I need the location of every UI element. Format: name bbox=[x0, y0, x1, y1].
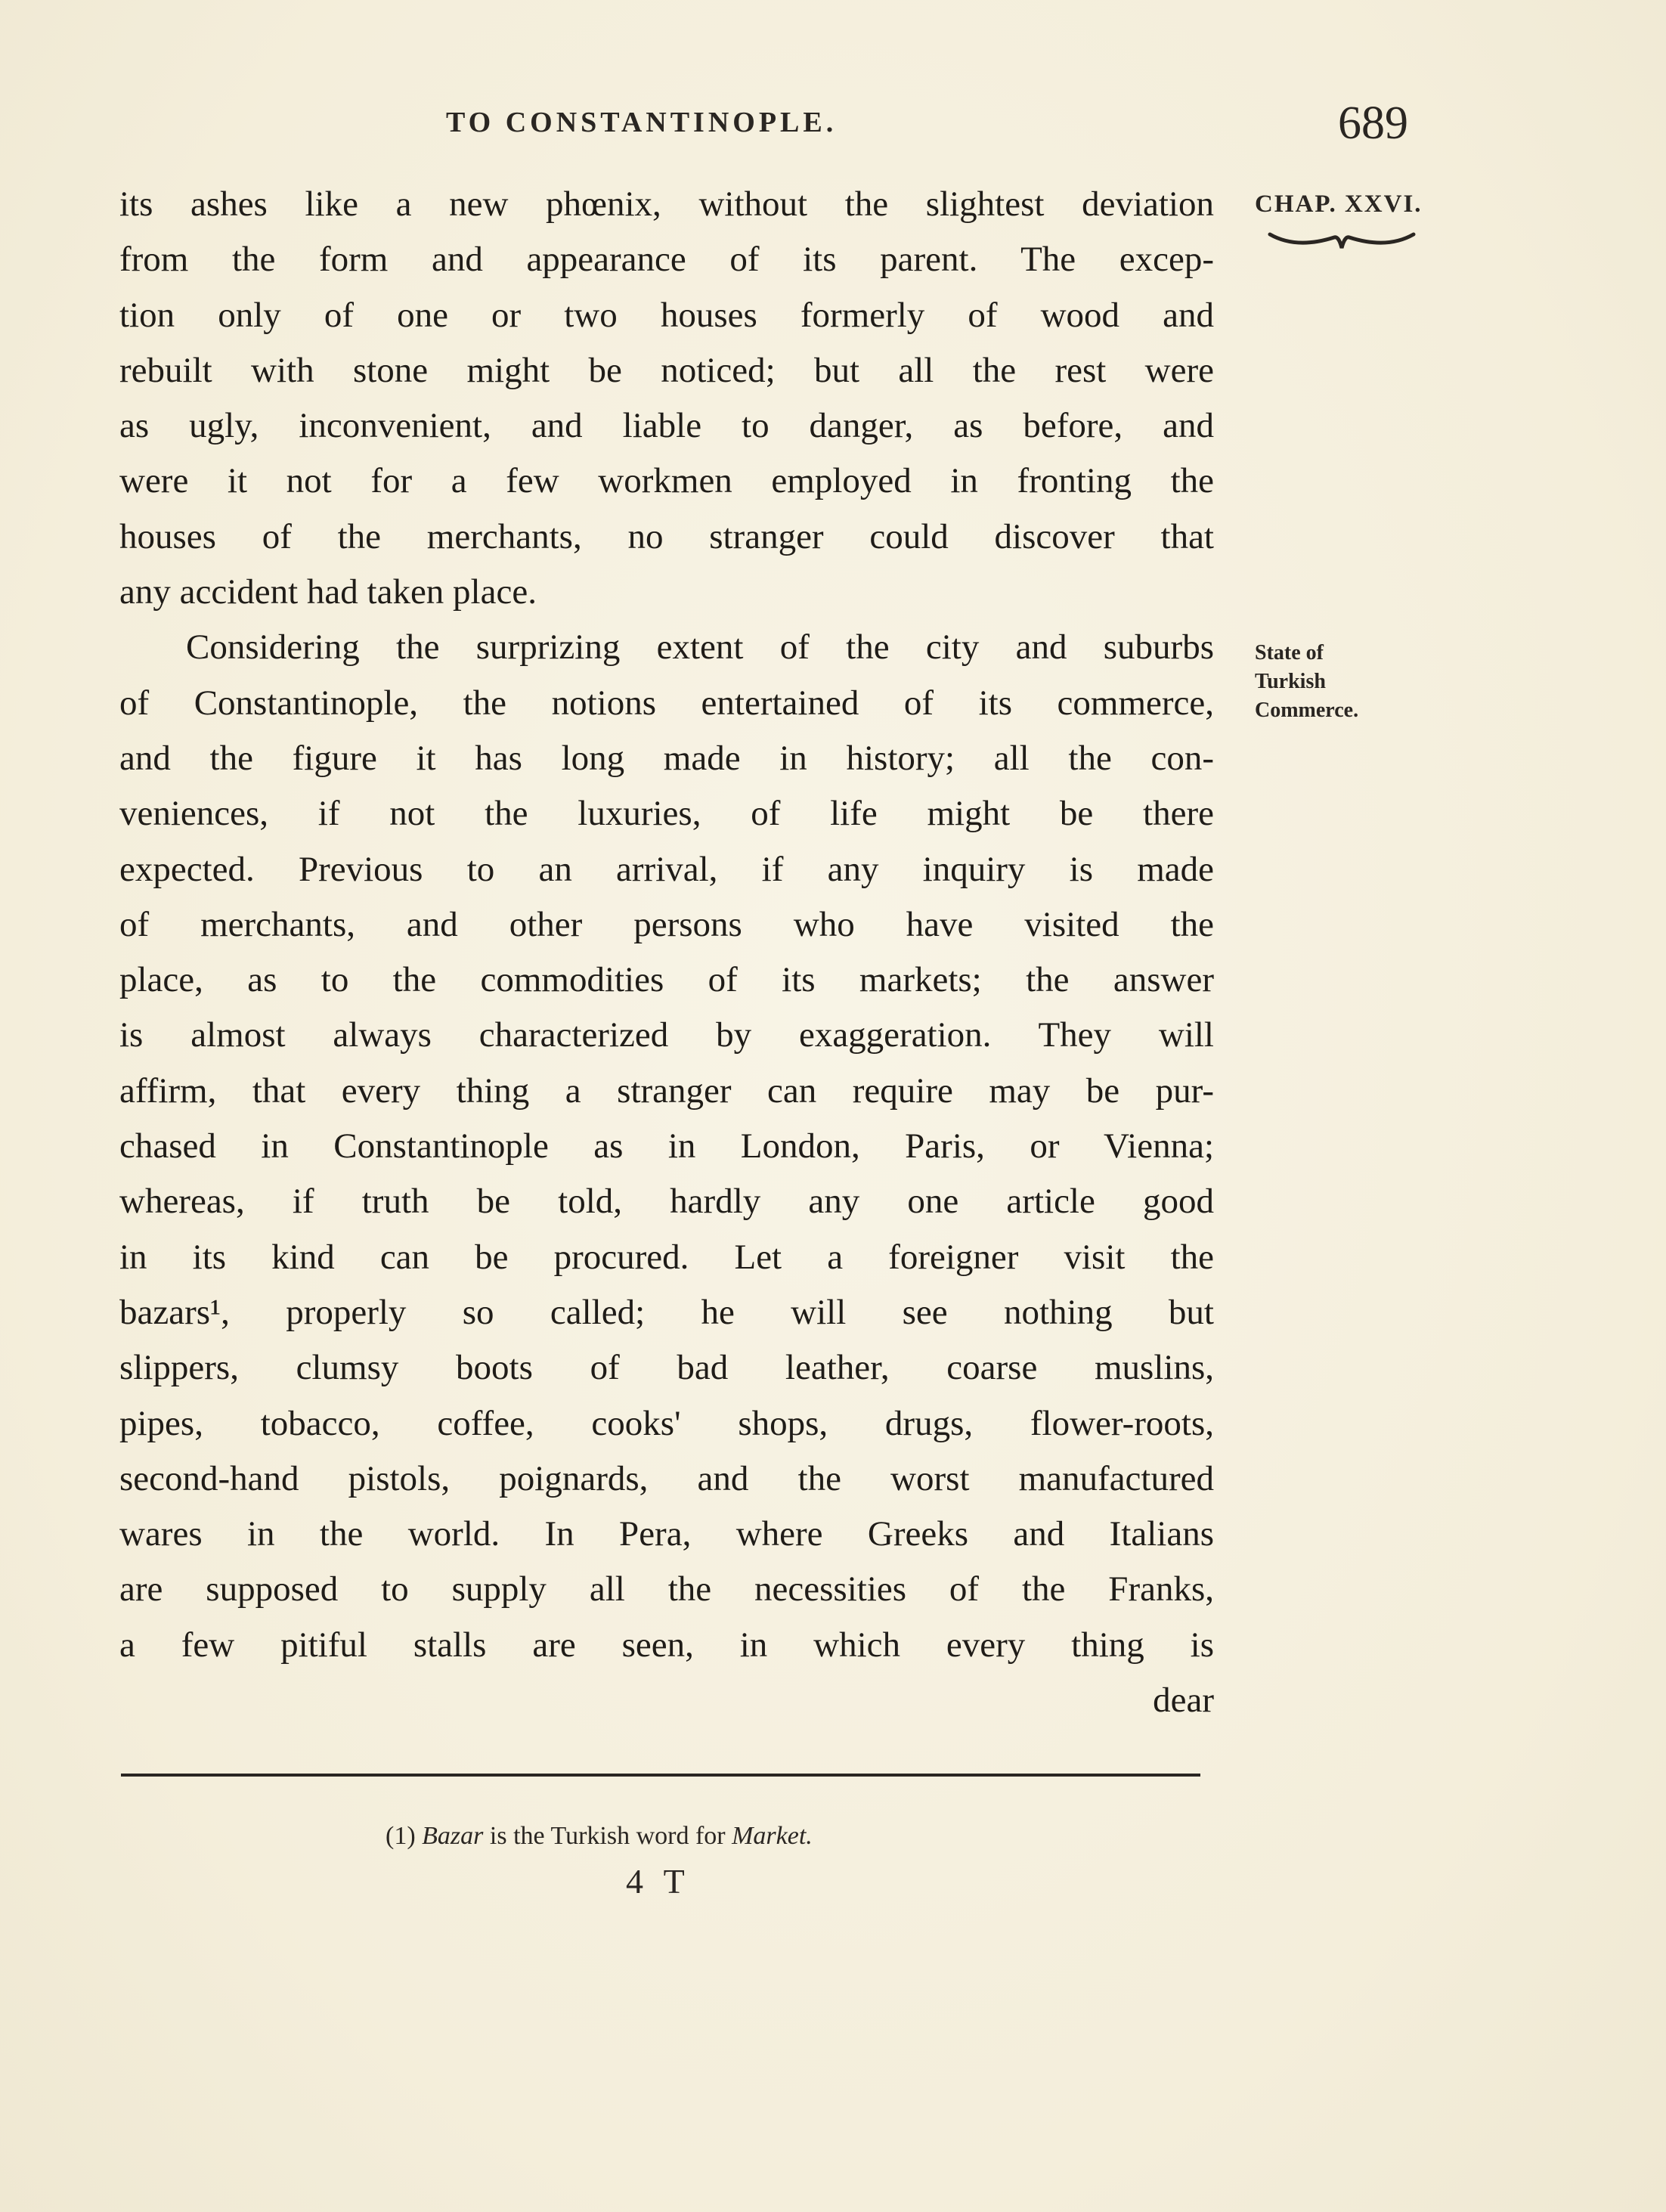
brace-ornament-icon bbox=[1266, 225, 1417, 256]
sidenote-line: Commerce. bbox=[1255, 699, 1359, 722]
text-line: as ugly, inconvenient, and liable to danger, as before, and bbox=[119, 406, 1214, 446]
text-line: second-hand pistols, poignards, and the worst manufactured bbox=[119, 1458, 1214, 1498]
text-line: place, as to the commodities of its markets; the answer bbox=[119, 960, 1214, 1000]
text-line: is almost always characterized by exaggeration. They will bbox=[119, 1015, 1214, 1055]
sidenote-line: State of bbox=[1255, 641, 1324, 665]
text-line: of Constantinople, the notions entertained of its commerce, bbox=[119, 683, 1214, 723]
footnote-word: Market. bbox=[732, 1822, 813, 1850]
text-line: were it not for a few workmen employed in fronting the bbox=[119, 461, 1214, 501]
text-line: affirm, that every thing a stranger can require may be pur- bbox=[119, 1070, 1214, 1111]
running-title: TO CONSTANTINOPLE. bbox=[446, 107, 838, 138]
footnote-text: is the Turkish word for bbox=[489, 1822, 726, 1850]
sidenote-state-of-turkish-commerce bbox=[1255, 639, 1358, 725]
footnote bbox=[386, 1822, 813, 1851]
text-line: bazars¹, properly so called; he will see nothing but bbox=[119, 1292, 1214, 1332]
text-line: of merchants, and other persons who have visited the bbox=[119, 904, 1214, 944]
text-line: whereas, if truth be told, hardly any one article good bbox=[119, 1182, 1214, 1222]
text-line: pipes, tobacco, coffee, cooks' shops, drugs, flower-roots, bbox=[119, 1403, 1214, 1443]
text-line: from the form and appearance of its parent. The excep- bbox=[119, 240, 1214, 280]
text-line: its ashes like a new phœnix, without the slightest deviation bbox=[119, 184, 1214, 224]
text-line: a few pitiful stalls are seen, in which every thing is bbox=[119, 1625, 1214, 1665]
footnote-rule bbox=[121, 1774, 1200, 1777]
text-line: any accident had taken place. bbox=[119, 572, 537, 612]
text-line: wares in the world. In Pera, where Greeks and Italians bbox=[119, 1514, 1214, 1554]
footnote-term: Bazar bbox=[422, 1822, 484, 1850]
text-line: rebuilt with stone might be noticed; but all the rest were bbox=[119, 350, 1214, 390]
text-line: are supposed to supply all the necessities of the Franks, bbox=[119, 1569, 1214, 1609]
text-line: slippers, clumsy boots of bad leather, coarse muslins, bbox=[119, 1348, 1214, 1388]
text-line: expected. Previous to an arrival, if any inquiry is made bbox=[119, 849, 1214, 889]
text-line: in its kind can be procured. Let a foreigner visit the bbox=[119, 1237, 1214, 1277]
sidenote-line: Turkish bbox=[1255, 670, 1326, 693]
text-line: veniences, if not the luxuries, of life might be there bbox=[119, 794, 1214, 834]
text-line: houses of the merchants, no stranger could discover that bbox=[119, 516, 1214, 556]
body-text bbox=[119, 177, 1214, 1728]
page-number: 689 bbox=[1338, 98, 1408, 149]
text-line: chased in Constantinople as in London, Paris, or Vienna; bbox=[119, 1126, 1214, 1166]
text-line: Considering the surprizing extent of the city and suburbs bbox=[186, 627, 1214, 668]
footnote-marker: (1) bbox=[386, 1822, 416, 1850]
text-line: and the figure it has long made in history; all the con- bbox=[119, 738, 1214, 778]
signature-mark: 4 T bbox=[626, 1862, 691, 1901]
text-line: tion only of one or two houses formerly of wood and bbox=[119, 295, 1214, 335]
chapter-label: CHAP. XXVI. bbox=[1255, 191, 1423, 218]
catchword: dear bbox=[1153, 1681, 1214, 1721]
